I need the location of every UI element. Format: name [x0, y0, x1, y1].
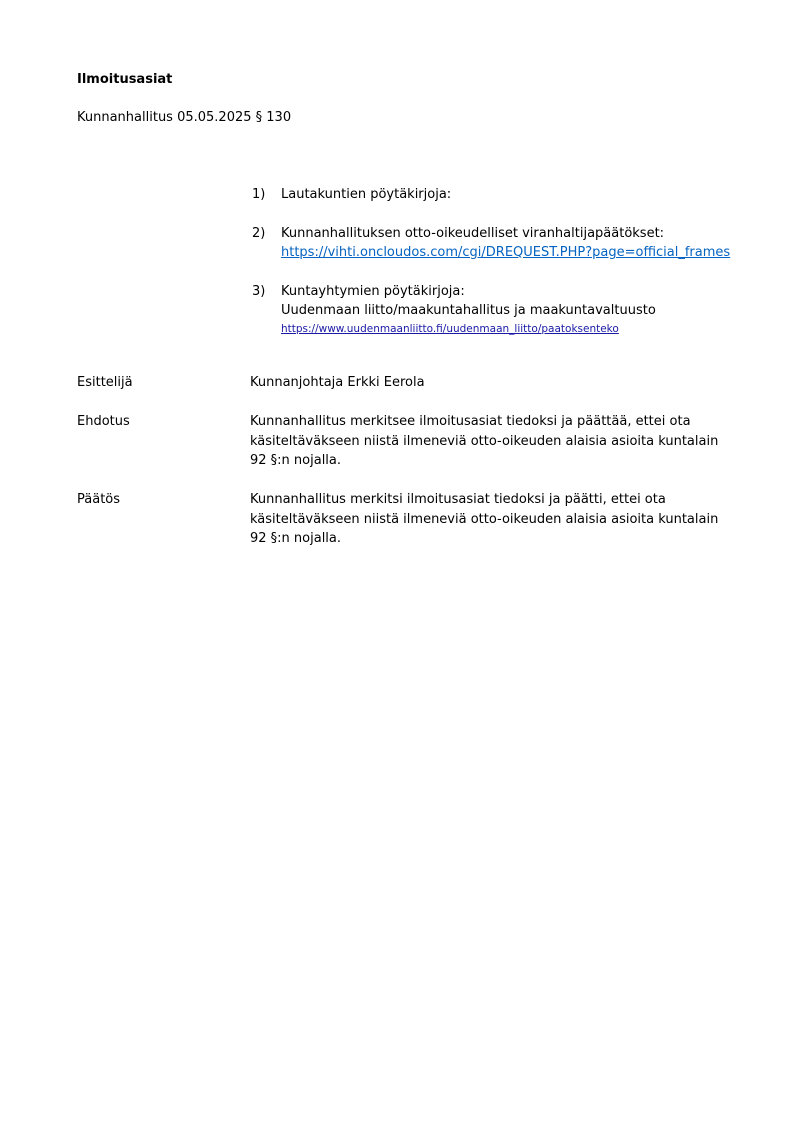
item-text: Kunnanhallituksen otto-oikeudelliset viranhaltijapäätökset:: [281, 225, 665, 241]
item-number: 3): [252, 283, 266, 299]
presenter-text: Kunnanjohtaja Erkki Eerola: [250, 375, 425, 390]
list-item: [252, 185, 732, 205]
page-title: Ilmoitusasiat: [77, 72, 173, 87]
item-text: Kuntayhtymien pöytäkirjoja:: [281, 283, 465, 299]
official-decisions-link[interactable]: https://vihti.oncloudos.com/cgi/DREQUEST.PHP?page=official_frames: [281, 245, 731, 260]
presenter-label: Esittelijä: [77, 375, 133, 390]
item-subtext: Uudenmaan liitto/maakuntahallitus ja maakuntavaltuusto: [281, 303, 656, 318]
item-number: 2): [252, 225, 266, 241]
meeting-reference: Kunnanhallitus 05.05.2025 § 130: [77, 110, 292, 125]
item-number: 1): [252, 187, 266, 202]
item-text: Lautakuntien pöytäkirjoja:: [281, 187, 452, 202]
decision-label: Päätös: [77, 492, 121, 507]
decision-text: Kunnanhallitus merkitsi ilmoitusasiat tiedoksi ja päätti, ettei ota käsiteltäväkseen niistä ilmeneviä otto-oikeuden alaisia asioita kuntalain 92 §:n nojalla.: [250, 492, 719, 546]
notification-items-list: [252, 185, 732, 357]
regional-council-link[interactable]: https://www.uudenmaanliitto.fi/uudenmaan_liitto/paatoksenteko: [281, 322, 619, 335]
proposal-text: Kunnanhallitus merkitsee ilmoitusasiat tiedoksi ja päättää, ettei ota käsiteltäväkseen niistä ilmeneviä otto-oikeuden alaisia asioita kuntalain 92 §:n nojalla.: [250, 414, 719, 468]
list-item: [252, 282, 732, 338]
list-item: [252, 224, 732, 263]
proposal-label: Ehdotus: [77, 414, 130, 429]
